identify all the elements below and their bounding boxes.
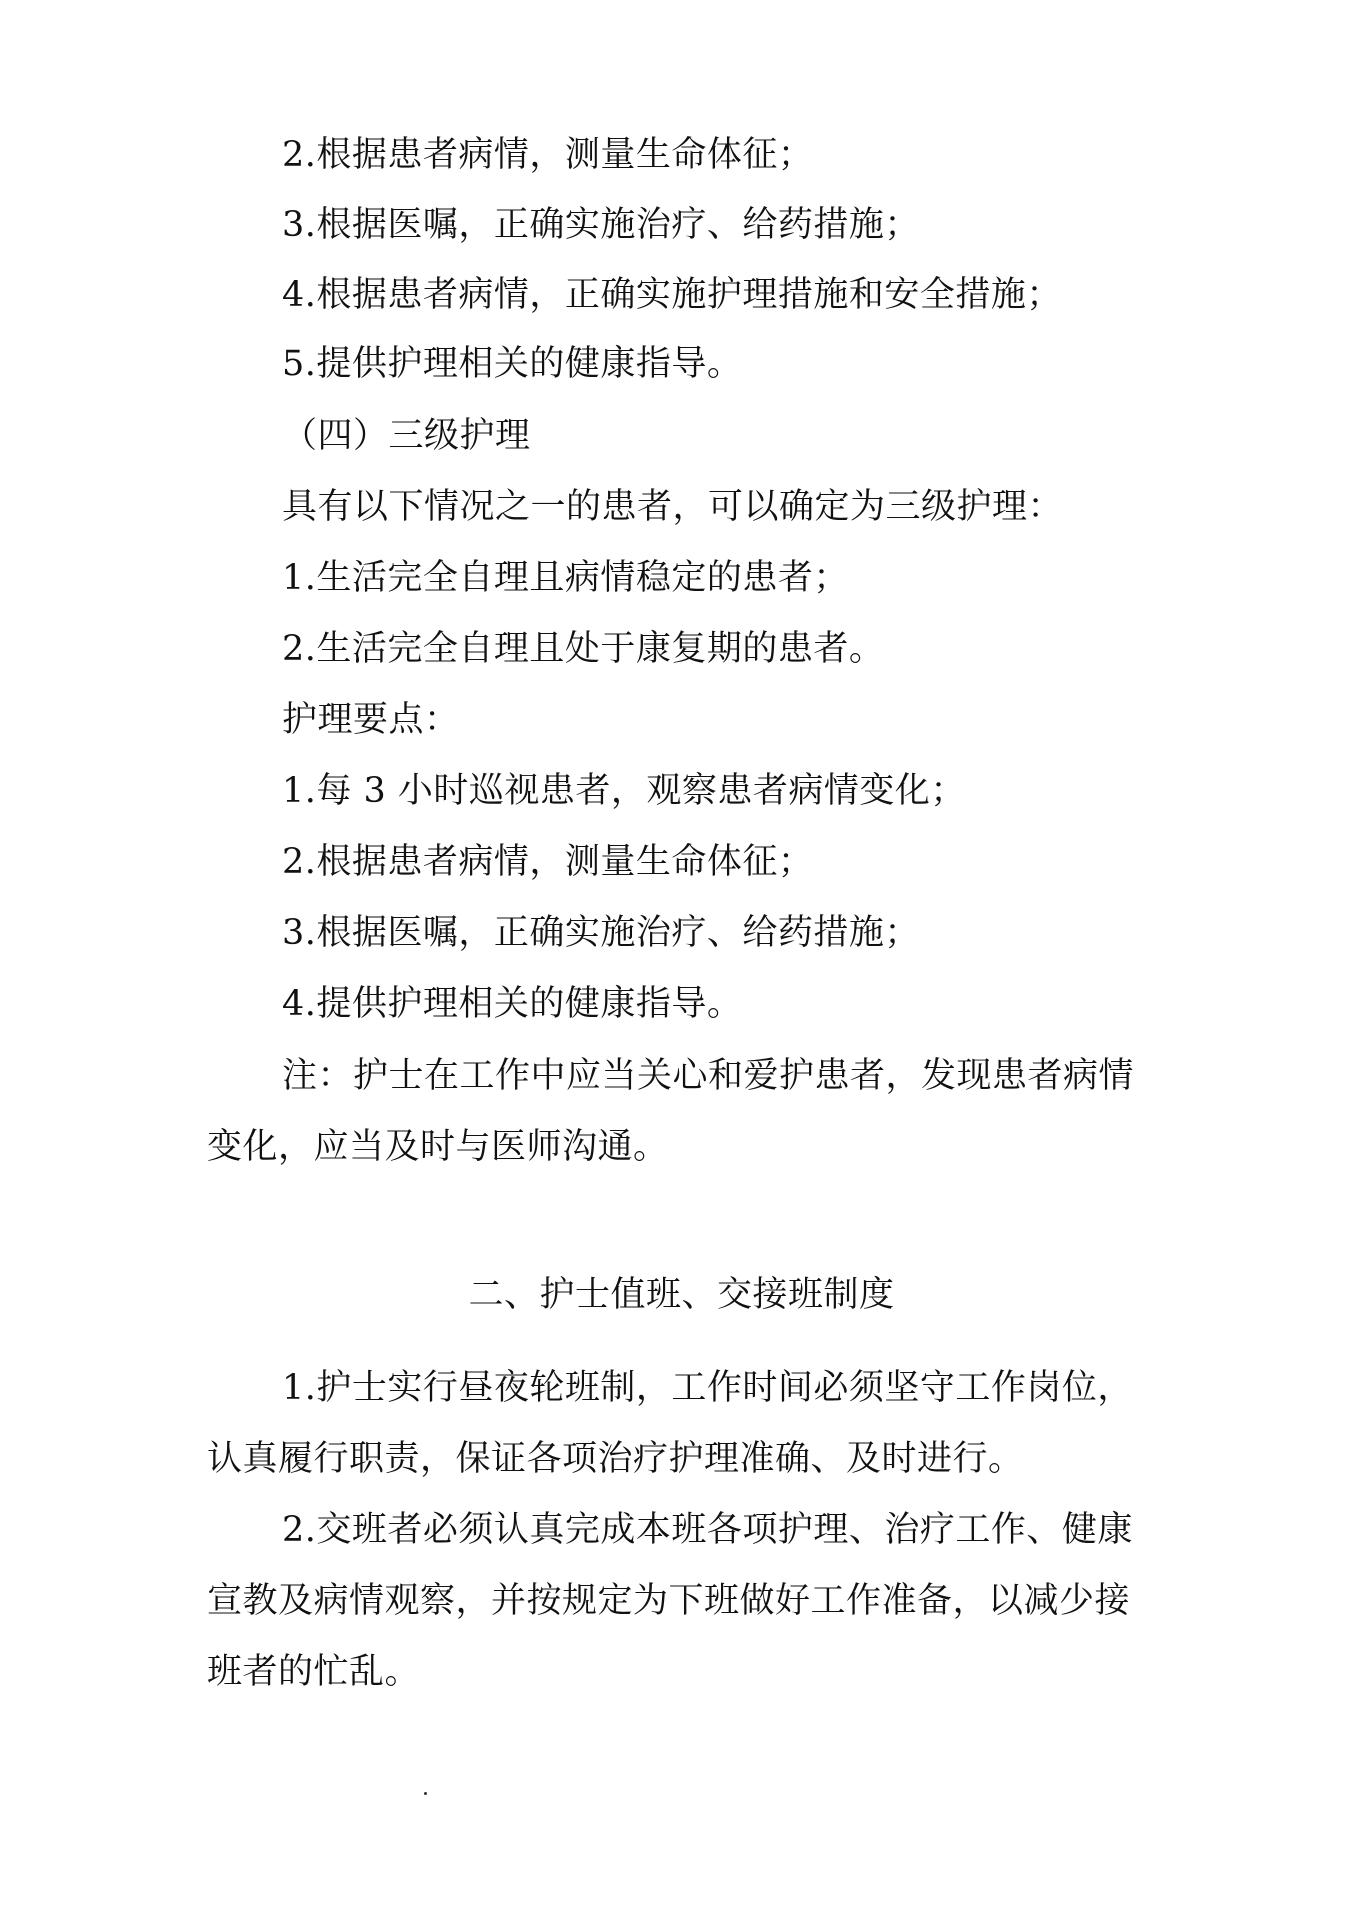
note-line-1: 注：护士在工作中应当关心和爱护患者，发现患者病情	[282, 1056, 1135, 1096]
text-line: 1.生活完全自理且病情稳定的患者；	[282, 558, 849, 598]
text-line: 2.根据患者病情，测量生命体征；	[282, 842, 814, 882]
paragraph-2-line-1: 2.交班者必须认真完成本班各项护理、治疗工作、健康	[282, 1510, 1133, 1550]
text-line: 2.根据患者病情，测量生命体征；	[282, 135, 814, 175]
text-line: 4.根据患者病情，正确实施护理措施和安全措施；	[282, 275, 1062, 315]
subsection-heading: （四）三级护理	[282, 416, 531, 456]
text-line: 5.提供护理相关的健康指导。	[282, 344, 743, 384]
footer-dot	[424, 1792, 427, 1795]
text-line: 4.提供护理相关的健康指导。	[282, 984, 743, 1024]
text-line: 3.根据医嘱，正确实施治疗、给药措施；	[282, 913, 920, 953]
paragraph-1-line-1: 1.护士实行昼夜轮班制，工作时间必须坚守工作岗位，	[282, 1368, 1133, 1408]
text-line: 具有以下情况之一的患者，可以确定为三级护理：	[282, 487, 1064, 527]
section-title: 二、护士值班、交接班制度	[468, 1275, 895, 1315]
paragraph-2-line-3: 班者的忙乱。	[207, 1652, 421, 1692]
paragraph-1-line-2: 认真履行职责，保证各项治疗护理准确、及时进行。	[207, 1439, 1024, 1479]
note-line-2: 变化，应当及时与医师沟通。	[207, 1127, 669, 1167]
text-line: 护理要点：	[282, 700, 460, 740]
text-line: 3.根据医嘱，正确实施治疗、给药措施；	[282, 205, 920, 245]
paragraph-2-line-2: 宣教及病情观察，并按规定为下班做好工作准备，以减少接	[207, 1581, 1131, 1621]
text-line: 1.每 3 小时巡视患者，观察患者病情变化；	[282, 771, 966, 811]
text-line: 2.生活完全自理且处于康复期的患者。	[282, 629, 885, 669]
